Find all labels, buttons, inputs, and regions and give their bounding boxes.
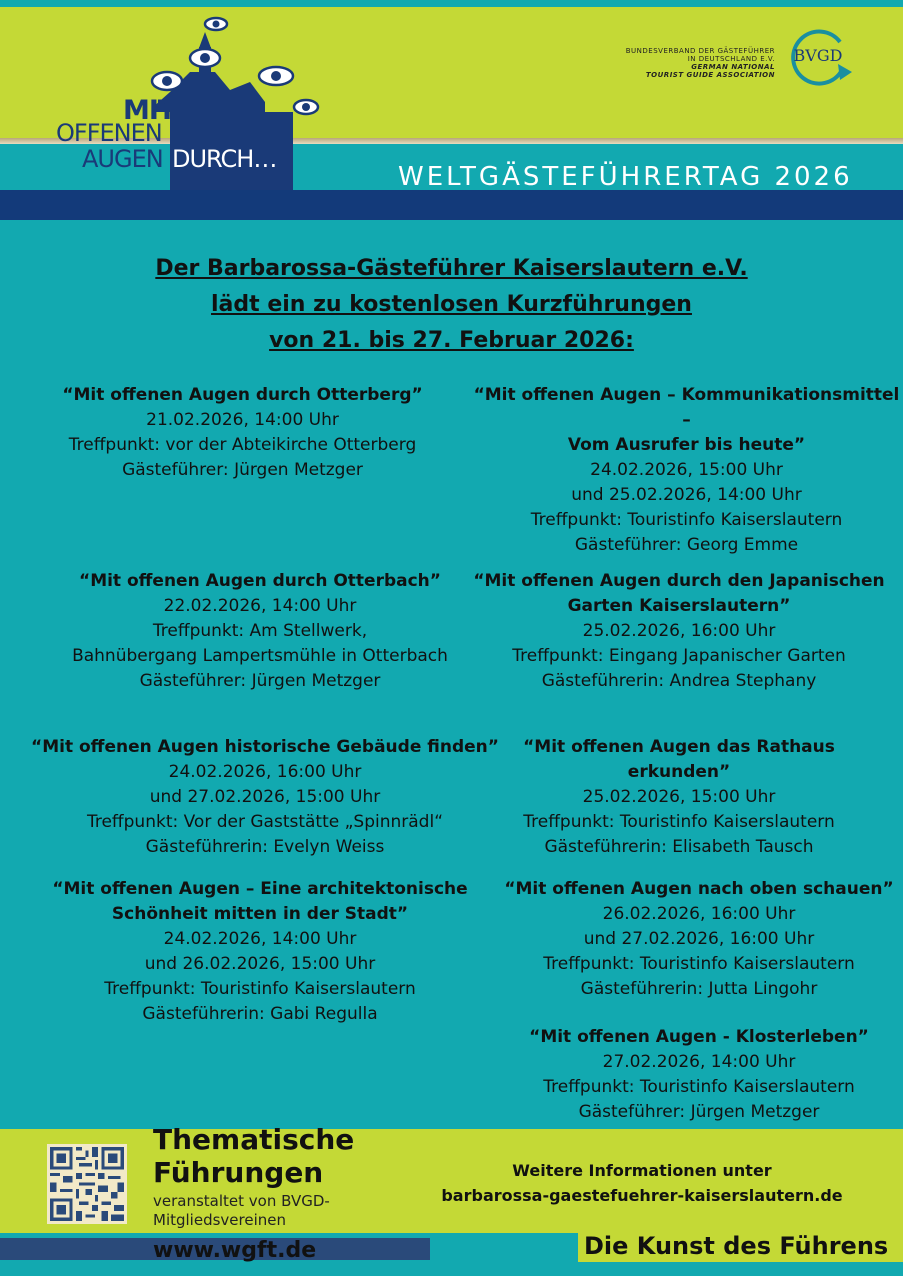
logo-word-durch: DURCH… xyxy=(172,145,277,173)
slogan: Die Kunst des Führens xyxy=(584,1232,889,1260)
tour-klosterleben xyxy=(495,1025,903,1125)
tour-detail-line: Gästeführer: Jürgen Metzger xyxy=(578,1102,820,1122)
tour-detail-line: Gästeführer: Georg Emme xyxy=(574,535,799,555)
qr-code-icon xyxy=(47,1144,127,1224)
thematic-title-line-2: Führungen xyxy=(153,1156,324,1189)
tour-detail-line: Treffpunkt: Touristinfo Kaiserslautern xyxy=(543,954,855,974)
tour-title-line: “Mit offenen Augen nach oben schauen” xyxy=(504,879,894,899)
tour-detail-line: Treffpunkt: Touristinfo Kaiserslautern xyxy=(530,510,843,530)
association-en-line1: GERMAN NATIONAL xyxy=(691,63,775,71)
organizer-note-line-2: Mitgliedsvereinen xyxy=(153,1211,286,1229)
tour-title-line: “Mit offenen Augen durch den Japanischen xyxy=(473,571,885,591)
tour-title-line: “Mit offenen Augen historische Gebäude finden” xyxy=(31,737,499,757)
tour-title-line: “Mit offenen Augen - Klosterleben” xyxy=(529,1027,869,1047)
tour-detail-line: 25.02.2026, 16:00 Uhr xyxy=(582,621,776,641)
organizer-note-line-1: veranstaltet von BVGD- xyxy=(153,1192,330,1210)
tour-title-line: “Mit offenen Augen durch Otterbach” xyxy=(79,571,441,591)
thematic-tours-title xyxy=(153,1123,354,1189)
tour-detail-line: und 25.02.2026, 14:00 Uhr xyxy=(571,485,802,505)
association-name xyxy=(515,47,775,79)
tour-title-line: “Mit offenen Augen das Rathaus erkunden” xyxy=(523,737,835,782)
tour-title-line: Garten Kaiserslautern” xyxy=(567,596,791,616)
tour-detail-line: Treffpunkt: Touristinfo Kaiserslautern xyxy=(104,979,416,999)
tour-title-line: “Mit offenen Augen – Eine architektonische xyxy=(52,879,468,899)
tour-detail-line: 26.02.2026, 16:00 Uhr xyxy=(602,904,796,924)
more-info-label: Weitere Informationen unter xyxy=(512,1161,772,1180)
more-info xyxy=(430,1158,854,1208)
tour-detail-line: 21.02.2026, 14:00 Uhr xyxy=(146,410,339,430)
tour-otterberg xyxy=(30,383,455,483)
tour-rathaus xyxy=(470,735,888,860)
tour-detail-line: Gästeführerin: Gabi Regulla xyxy=(142,1004,378,1024)
tour-architektur xyxy=(30,877,490,1027)
logo-word-offenen: OFFENEN xyxy=(56,119,162,147)
tour-detail-line: Gästeführerin: Elisabeth Tausch xyxy=(544,837,814,857)
tour-detail-line: Treffpunkt: Eingang Japanischer Garten xyxy=(512,646,846,666)
tour-detail-line: Treffpunkt: vor der Abteikirche Otterberg xyxy=(68,435,417,455)
tour-detail-line: Gästeführerin: Jutta Lingohr xyxy=(580,979,818,999)
tour-detail-line: 24.02.2026, 14:00 Uhr xyxy=(163,929,357,949)
navy-band xyxy=(0,190,903,220)
tour-historische-gebaeude xyxy=(20,735,510,860)
heading-line-1: Der Barbarossa-Gästeführer Kaiserslautern e.V. xyxy=(155,256,748,281)
tour-detail-line: Bahnübergang Lampertsmühle in Otterbach xyxy=(72,646,448,666)
tour-detail-line: Gästeführerin: Andrea Stephany xyxy=(541,671,817,691)
tour-detail-line: Treffpunkt: Am Stellwerk, xyxy=(152,621,368,641)
tour-detail-line: und 27.02.2026, 15:00 Uhr xyxy=(149,787,381,807)
more-info-link[interactable]: barbarossa-gaestefuehrer-kaiserslautern.de xyxy=(441,1186,843,1205)
bvgd-logo-icon xyxy=(782,28,854,88)
tour-detail-line: Gästeführer: Jürgen Metzger xyxy=(139,671,381,691)
tour-detail-line: Treffpunkt: Touristinfo Kaiserslautern xyxy=(523,812,835,832)
association-de-line2: IN DEUTSCHLAND E.V. xyxy=(687,55,775,63)
tour-detail-line: und 26.02.2026, 15:00 Uhr xyxy=(144,954,376,974)
event-banner-title: WELTGÄSTEFÜHRERTAG 2026 xyxy=(398,162,853,192)
tour-detail-line: Treffpunkt: Touristinfo Kaiserslautern xyxy=(543,1077,855,1097)
tour-detail-line: 25.02.2026, 15:00 Uhr xyxy=(582,787,776,807)
tour-detail-line: 27.02.2026, 14:00 Uhr xyxy=(602,1052,796,1072)
tour-detail-line: 22.02.2026, 14:00 Uhr xyxy=(163,596,357,616)
tour-title-line: Vom Ausrufer bis heute” xyxy=(567,435,806,455)
tour-japanischer-garten xyxy=(470,569,888,694)
tour-title-line: “Mit offenen Augen – Kommunikationsmittel – xyxy=(473,385,900,430)
tour-title-line: “Mit offenen Augen durch Otterberg” xyxy=(62,385,423,405)
tour-otterbach xyxy=(30,569,490,694)
association-en-line2: TOURIST GUIDE ASSOCIATION xyxy=(645,71,775,79)
top-stripe xyxy=(0,0,903,7)
heading-line-3: von 21. bis 27. Februar 2026: xyxy=(269,328,634,353)
tour-detail-line: und 27.02.2026, 16:00 Uhr xyxy=(583,929,815,949)
association-de-line1: BUNDESVERBAND DER GÄSTEFÜHRER xyxy=(625,47,775,55)
logo-word-augen: AUGEN xyxy=(82,145,163,173)
organizer-note xyxy=(153,1192,383,1230)
tour-nach-oben xyxy=(495,877,903,1002)
tour-detail-line: 24.02.2026, 15:00 Uhr xyxy=(590,460,783,480)
bvgd-logo-text: BVGD xyxy=(793,46,843,65)
logo-word-mit: MIT xyxy=(123,95,176,126)
tour-detail-line: Gästeführer: Jürgen Metzger xyxy=(122,460,363,480)
tour-kommunikation xyxy=(470,383,903,558)
website-link[interactable]: www.wgft.de xyxy=(153,1238,317,1263)
tour-detail-line: 24.02.2026, 16:00 Uhr xyxy=(168,762,362,782)
heading-line-2: lädt ein zu kostenlosen Kurzführungen xyxy=(211,292,692,317)
invitation-heading xyxy=(0,251,903,359)
thematic-title-line-1: Thematische xyxy=(153,1123,355,1156)
tour-detail-line: Treffpunkt: Vor der Gaststätte „Spinnrädl“ xyxy=(86,812,444,832)
tour-title-line: Schönheit mitten in der Stadt” xyxy=(111,904,409,924)
tour-detail-line: Gästeführerin: Evelyn Weiss xyxy=(145,837,385,857)
